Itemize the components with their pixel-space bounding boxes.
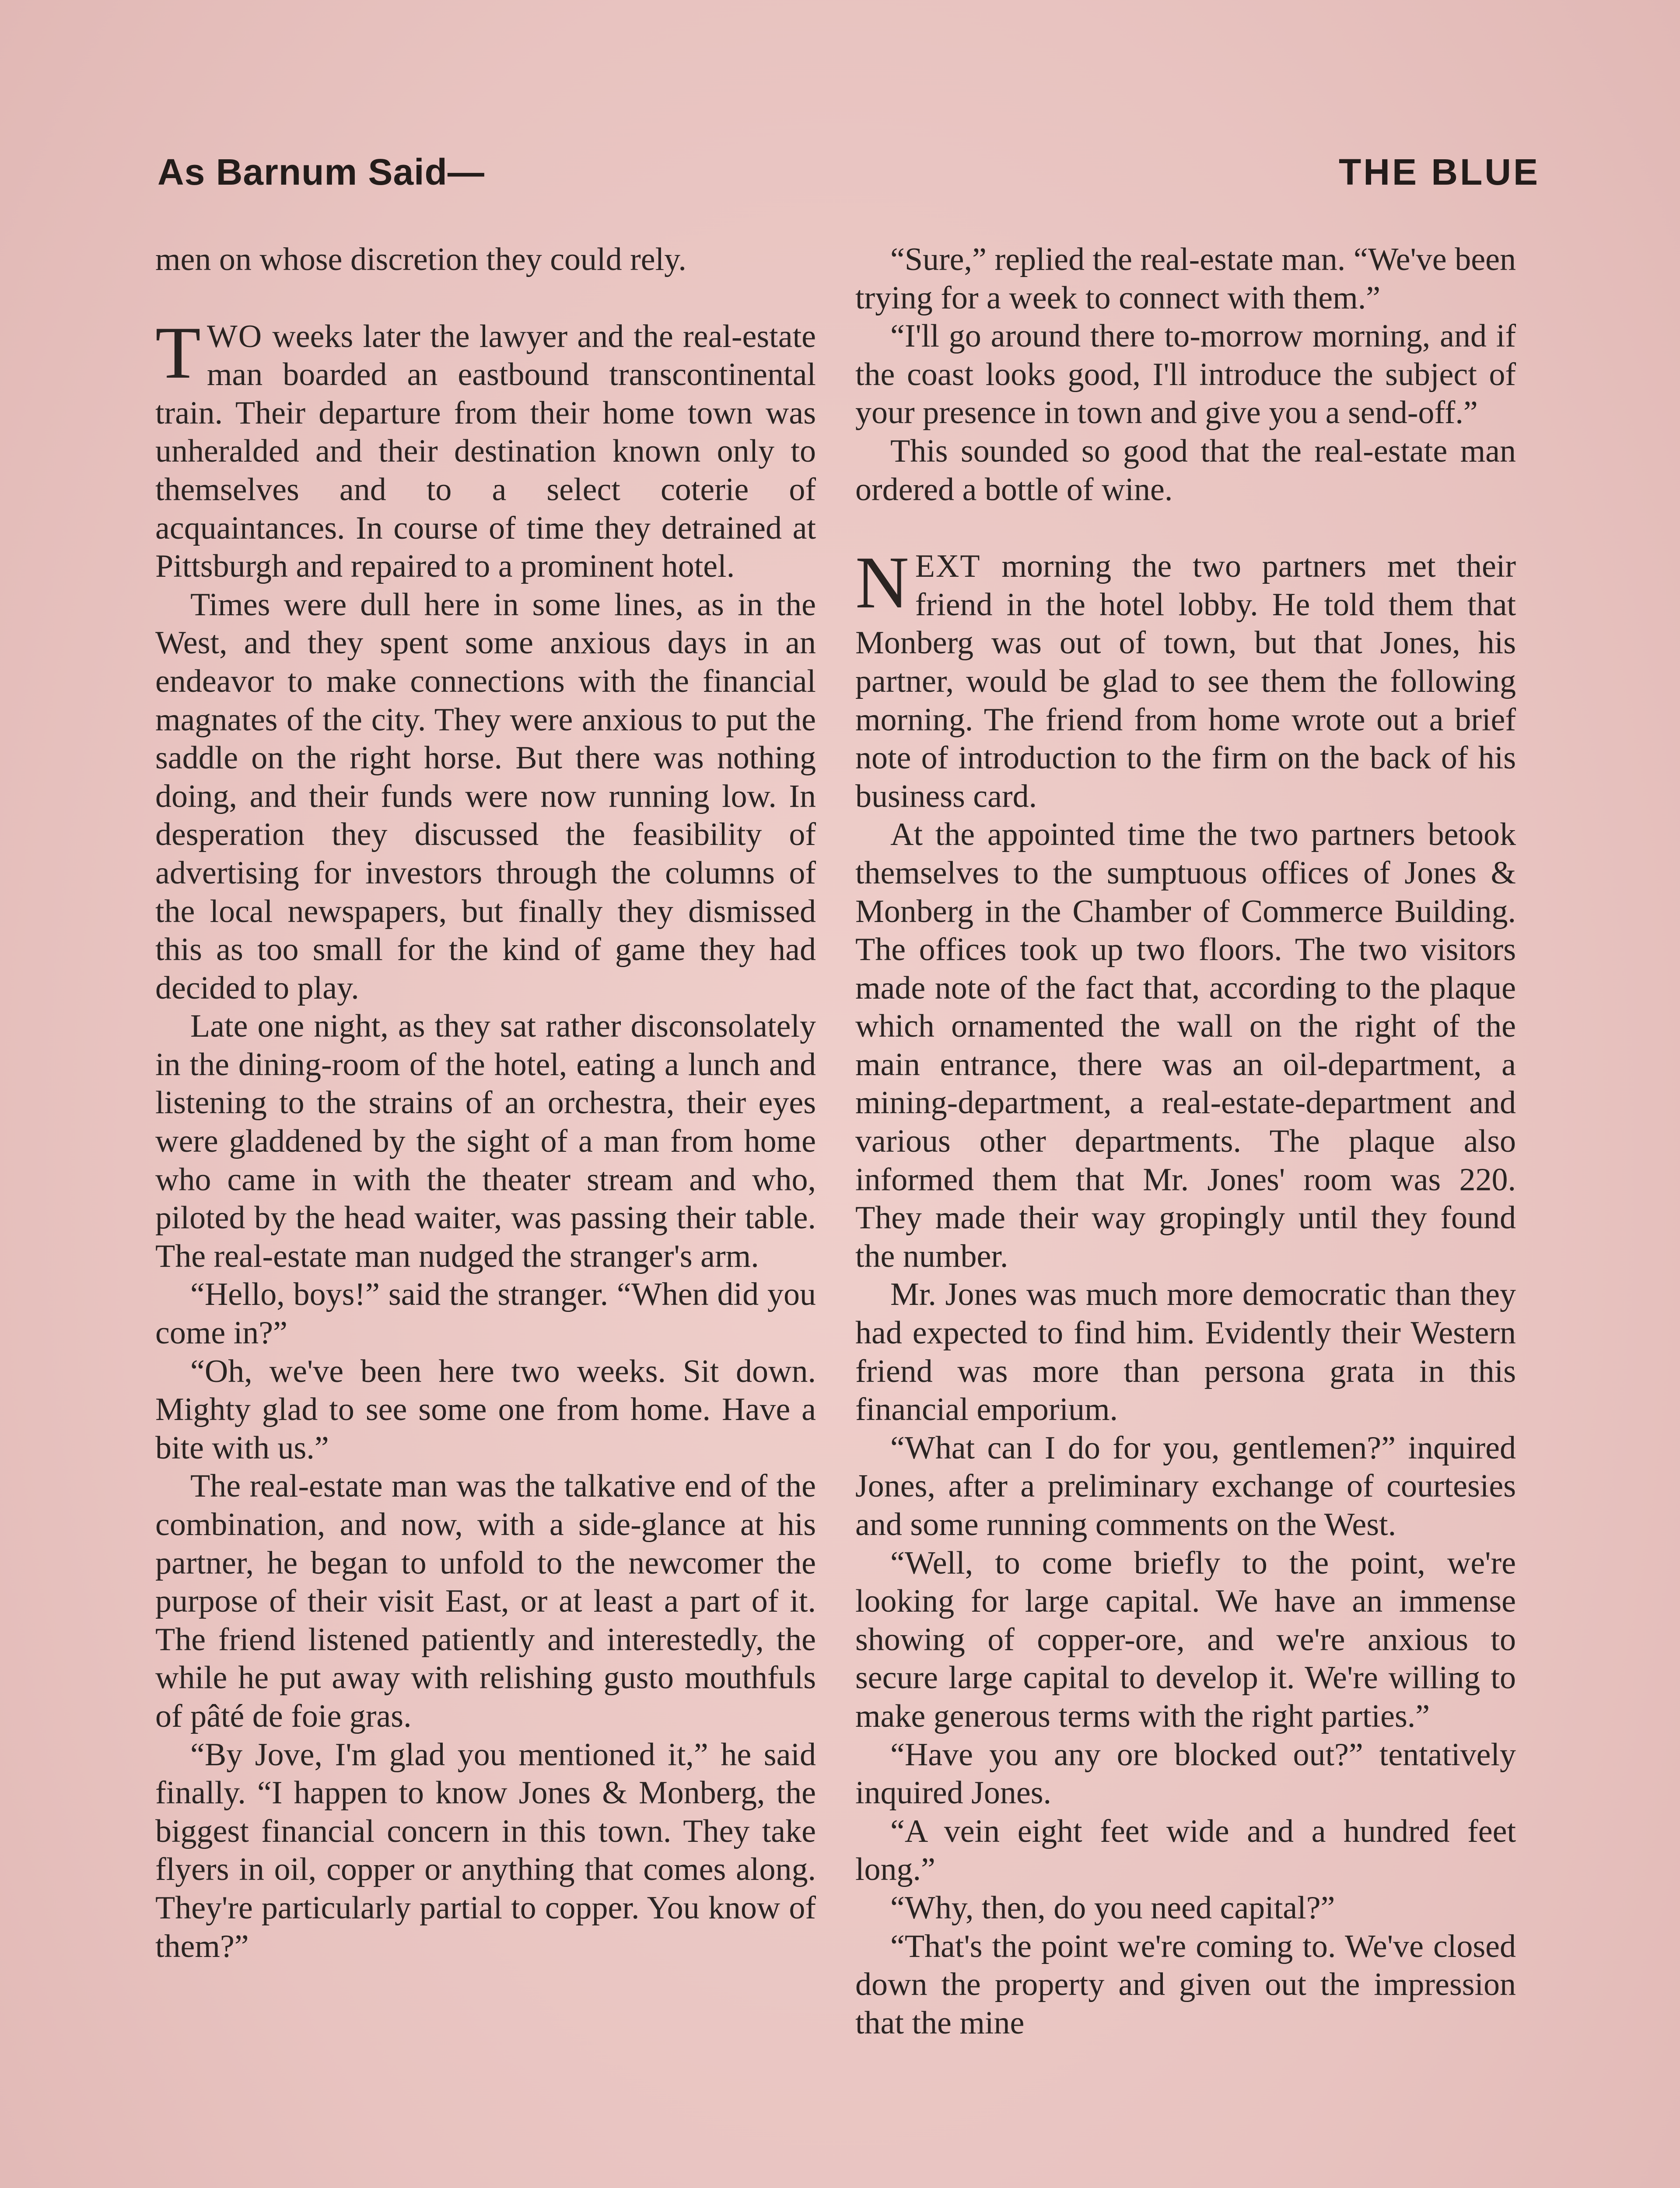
drop-cap: T: [155, 311, 201, 394]
small-caps-lead: EXT: [915, 548, 981, 585]
paragraph: “Well, to come briefly to the point, we're looking for large capital. We have an immense showing of copper-ore, and we're anxious to secure large capital to develop it. We're willing to make generous terms with the right parties.”: [855, 1545, 1516, 1734]
paragraph: “That's the point we're coming to. We've closed down the property and given out the impression that the mine: [855, 1928, 1516, 2041]
right-column: [855, 241, 1516, 2042]
paragraph: “Sure,” replied the real-estate man. “We've been trying for a week to connect with them.”: [855, 242, 1516, 316]
paragraph: “A vein eight feet wide and a hundred feet long.”: [855, 1813, 1516, 1888]
left-column: [155, 241, 816, 1966]
paragraph: Times were dull here in some lines, as in the West, and they spent some anxious days in an endeavor to make connections with the financial magnates of the city. They were anxious to put the saddle on the right horse. But there was nothing doing, and their funds were now running low. In desperation they discussed the feasibility of advertising for investors through the columns of the local newspapers, but finally they dismissed this as too small for the kind of game they had decided to play.: [155, 586, 816, 1006]
paragraph: men on whose discretion they could rely.: [155, 242, 686, 277]
paragraph: This sounded so good that the real-estate man ordered a bottle of wine.: [855, 433, 1516, 508]
paragraph: “Have you any ore blocked out?” tentatively inquired Jones.: [855, 1736, 1516, 1811]
paragraph: “I'll go around there to-morrow morning, and if the coast looks good, I'll introduce the subject of your presence in town and give you a send-off.”: [855, 318, 1516, 431]
paragraph: Late one night, as they sat rather disconsolately in the dining-room of the hotel, eating a lunch and listening to the strains of an orchestra, their eyes were gladdened by the sight of a man from home who came in with the theater stream and who, piloted by the head waiter, was passing their table. The real-estate man nudged the stranger's arm.: [155, 1008, 816, 1274]
paragraph: The real-estate man was the talkative end of the combination, and now, with a side-glance at his partner, he began to unfold to the newcomer the purpose of their visit East, or at least a part of it. The friend listened patiently and interestedly, the while he put away with relishing gusto mouthfuls of pâté de foie gras.: [155, 1468, 816, 1734]
page-header: [158, 151, 1540, 203]
paragraph: “Oh, we've been here two weeks. Sit down. Mighty glad to see some one from home. Have a bite with us.”: [155, 1353, 816, 1466]
magazine-title: THE BLUE: [1339, 151, 1540, 193]
paragraph-text: weeks later the lawyer and the real-estate man boarded an eastbound transcontinental train. Their departure from their home town was unheralded and their destination known only to themselves and to a select coterie of acquaintances. In course of time they detrained at Pittsburgh and repaired to a prominent hotel.: [155, 318, 816, 585]
paragraph: Mr. Jones was much more democratic than they had expected to find him. Evidently their Western friend was more than persona grata in this financial emporium.: [855, 1276, 1516, 1428]
section-start-paragraph: [855, 541, 1516, 816]
paragraph: “Hello, boys!” said the stranger. “When did you come in?”: [155, 1276, 816, 1351]
paragraph: At the appointed time the two partners betook themselves to the sumptuous offices of Jones & Monberg in the Chamber of Commerce Building. The offices took up two floors. The two visitors made note of the fact that, according to the plaque which ornamented the wall on the right of the main entrance, there was an oil-department, a mining-department, a real-estate-department and various other departments. The plaque also informed them that Mr. Jones' room was 220. They made their way gropingly until they found the number.: [855, 817, 1516, 1274]
paragraph: “What can I do for you, gentlemen?” inquired Jones, after a preliminary exchange of courtesies and some running comments on the West.: [855, 1430, 1516, 1543]
paragraph: “Why, then, do you need capital?”: [890, 1890, 1335, 1926]
drop-cap: N: [855, 541, 909, 624]
running-title: As Barnum Said—: [158, 151, 485, 193]
section-start-paragraph: [155, 311, 816, 586]
paragraph: “By Jove, I'm glad you mentioned it,” he said finally. “I happen to know Jones & Monberg, the biggest financial concern in this town. They take flyers in oil, copper or anything that comes along. They're particularly partial to copper. You know of them?”: [155, 1736, 816, 1964]
small-caps-lead: WO: [206, 318, 263, 354]
paragraph-text: morning the two partners met their friend in the hotel lobby. He told them that Monberg was out of town, but that Jones, his partner, would be glad to see them the following morning. The friend from home wrote out a brief note of introduction to the firm on the back of his business card.: [855, 548, 1516, 814]
